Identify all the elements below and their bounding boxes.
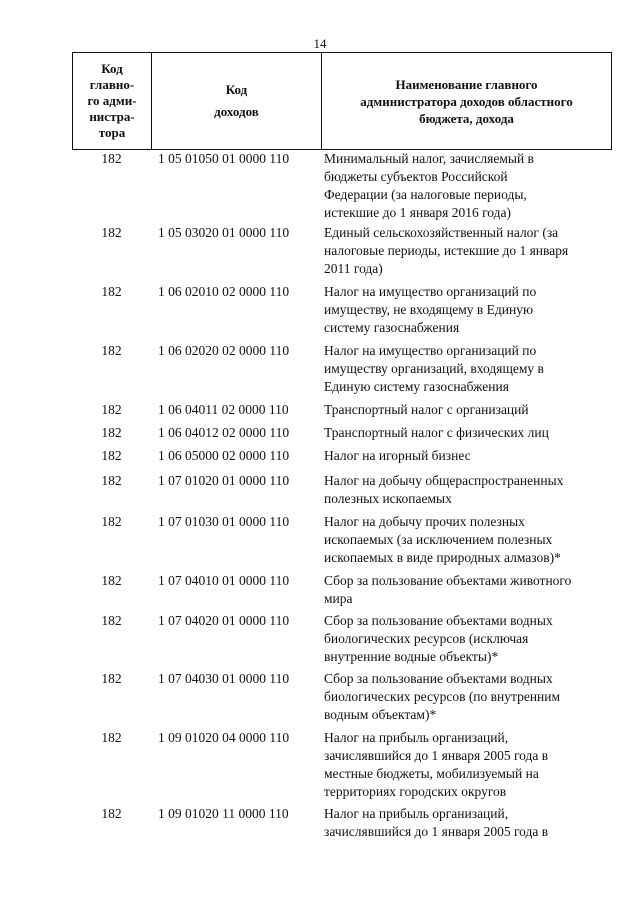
- row-admin-code: 182: [101, 402, 122, 417]
- row-admin-code: 182: [101, 284, 122, 299]
- row-name: Транспортный налог с физических лиц: [324, 425, 549, 440]
- row-admin-code: 182: [101, 343, 122, 358]
- header-admin-code: Код главно- го адми- нистра- тора: [73, 53, 152, 149]
- row-admin-code: 182: [101, 151, 122, 166]
- row-admin-code: 182: [101, 671, 122, 686]
- row-income-code: 1 07 01030 01 0000 110: [158, 514, 290, 529]
- row-name: Налог на игорный бизнес: [324, 448, 471, 463]
- row-income-code: 1 07 04020 01 0000 110: [158, 613, 290, 628]
- row-name: Сбор за пользование объектами животного мира: [324, 573, 572, 606]
- row-income-code: 1 09 01020 11 0000 110: [158, 806, 289, 821]
- row-income-code: 1 05 03020 01 0000 110: [158, 225, 290, 240]
- row-admin-code: 182: [101, 730, 122, 745]
- row-name: Налог на добычу прочих полезных ископаемых (за исключением полезных ископаемых в виде природных алмазов)*: [324, 514, 561, 565]
- header-name: Наименование главного администратора доходов областного бюджета, дохода: [360, 76, 573, 126]
- row-income-code: 1 07 01020 01 0000 110: [158, 473, 290, 488]
- row-name: Единый сельскохозяйственный налог (за налоговые периоды, истекшие до 1 января 2011 года): [324, 225, 569, 276]
- row-income-code: 1 06 02020 02 0000 110: [158, 343, 290, 358]
- row-name: Транспортный налог с организаций: [324, 402, 529, 417]
- row-income-code: 1 07 04030 01 0000 110: [158, 671, 290, 686]
- row-income-code: 1 05 01050 01 0000 110: [158, 151, 290, 166]
- row-admin-code: 182: [101, 473, 122, 488]
- row-name: Налог на имущество организаций по имуществу, не входящему в Единую систему газоснабжения: [324, 284, 537, 335]
- row-name: Сбор за пользование объектами водных биологических ресурсов (исключая внутренние водные объекты)*: [324, 613, 553, 664]
- row-admin-code: 182: [101, 806, 122, 821]
- row-admin-code: 182: [101, 448, 122, 463]
- row-admin-code: 182: [101, 514, 122, 529]
- row-name: Минимальный налог, зачисляемый в бюджеты субъектов Российской Федерации (за налоговые периоды, истекшие до 1 января 2016 года): [324, 151, 534, 220]
- page-number: 14: [313, 36, 327, 51]
- row-admin-code: 182: [101, 425, 122, 440]
- table-header: [72, 52, 612, 150]
- row-name: Налог на добычу общераспространенных полезных ископаемых: [324, 473, 564, 506]
- row-income-code: 1 06 04011 02 0000 110: [158, 402, 289, 417]
- row-admin-code: 182: [101, 225, 122, 240]
- row-income-code: 1 06 04012 02 0000 110: [158, 425, 290, 440]
- row-admin-code: 182: [101, 613, 122, 628]
- row-name: Налог на имущество организаций по имуществу организаций, входящему в Единую систему газоснабжения: [324, 343, 544, 394]
- row-name: Сбор за пользование объектами водных биологических ресурсов (по внутренним водным объектам)*: [324, 671, 561, 722]
- row-name: Налог на прибыль организаций, зачислявшийся до 1 января 2005 года в: [324, 806, 549, 839]
- row-income-code: 1 06 05000 02 0000 110: [158, 448, 290, 463]
- row-admin-code: 182: [101, 573, 122, 588]
- header-income-code: Код доходов: [152, 53, 322, 149]
- row-name: Налог на прибыль организаций, зачислявшийся до 1 января 2005 года в местные бюджеты, мобилизуемый на территориях городских округов: [324, 730, 549, 799]
- row-income-code: 1 07 04010 01 0000 110: [158, 573, 290, 588]
- row-income-code: 1 09 01020 04 0000 110: [158, 730, 290, 745]
- row-income-code: 1 06 02010 02 0000 110: [158, 284, 290, 299]
